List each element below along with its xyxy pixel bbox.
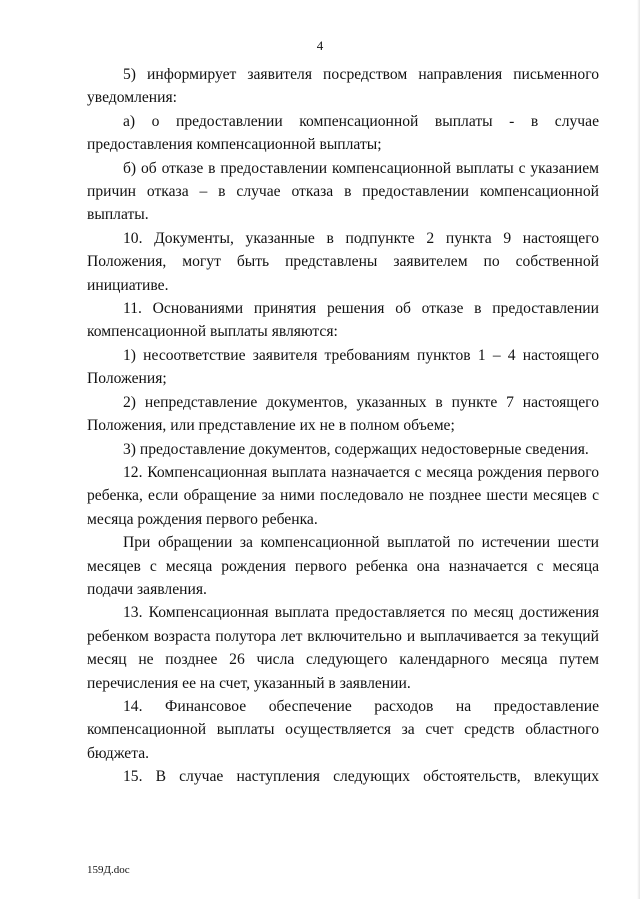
paragraph-subitem-a: а) о предоставлении компенсационной выплаты - в случае предоставления компенсационной выплаты; — [87, 112, 599, 154]
paragraph-11-item-3: 3) предоставление документов, содержащих недостоверные сведения. — [123, 440, 589, 458]
paragraph-11: 11. Основаниями принятия решения об отказе в предоставлении компенсационной выплаты являются: — [87, 300, 599, 341]
paragraph-subitem-b: б) об отказе в предоставлении компенсационной выплаты с указанием причин отказа – в случае отказа в предоставлении компенсационной выплаты. — [87, 159, 599, 224]
paragraph-12: 12. Компенсационная выплата назначается с месяца рождения первого ребенка, если обращение за ними последовало не позднее шести месяцев с месяца рождения первого ребенка. — [87, 463, 599, 528]
paragraph-11-item-1: 1) несоответствие заявителя требованиям пунктов 1 – 4 настоящего Положения; — [87, 346, 599, 388]
paragraph-12-continued: При обращении за компенсационной выплатой по истечении шести месяцев с месяца рождения первого ребенка она назначается с месяца подачи заявления. — [87, 534, 599, 598]
paragraph-10: 10. Документы, указанные в подпункте 2 пункта 9 настоящего Положения, могут быть представлены заявителем по собственной инициативе. — [87, 229, 599, 294]
document-body — [87, 63, 599, 789]
paragraph-13: 13. Компенсационная выплата предоставляется по месяц достижения ребенком возраста полутора лет включительно и выплачивается за текущий месяц не позднее 26 числа следующего календарного месяца путем перечисления ее на счет, указанный в заявлении. — [87, 604, 599, 692]
paragraph-item-5: 5) информирует заявителя посредством направления письменного уведомления: — [87, 66, 599, 107]
paragraph-14: 14. Финансовое обеспечение расходов на предоставление компенсационной выплаты осуществляется за счет средств областного бюджета. — [87, 697, 599, 762]
paragraph-15: 15. В случае наступления следующих обстоятельств, влекущих — [123, 768, 599, 786]
paragraph-11-item-2: 2) непредставление документов, указанных в пункте 7 настоящего Положения, или представление их не в полном объеме; — [87, 393, 599, 435]
page-number: 4 — [316, 38, 324, 53]
footer-filename: 159Д.doc — [87, 864, 130, 876]
